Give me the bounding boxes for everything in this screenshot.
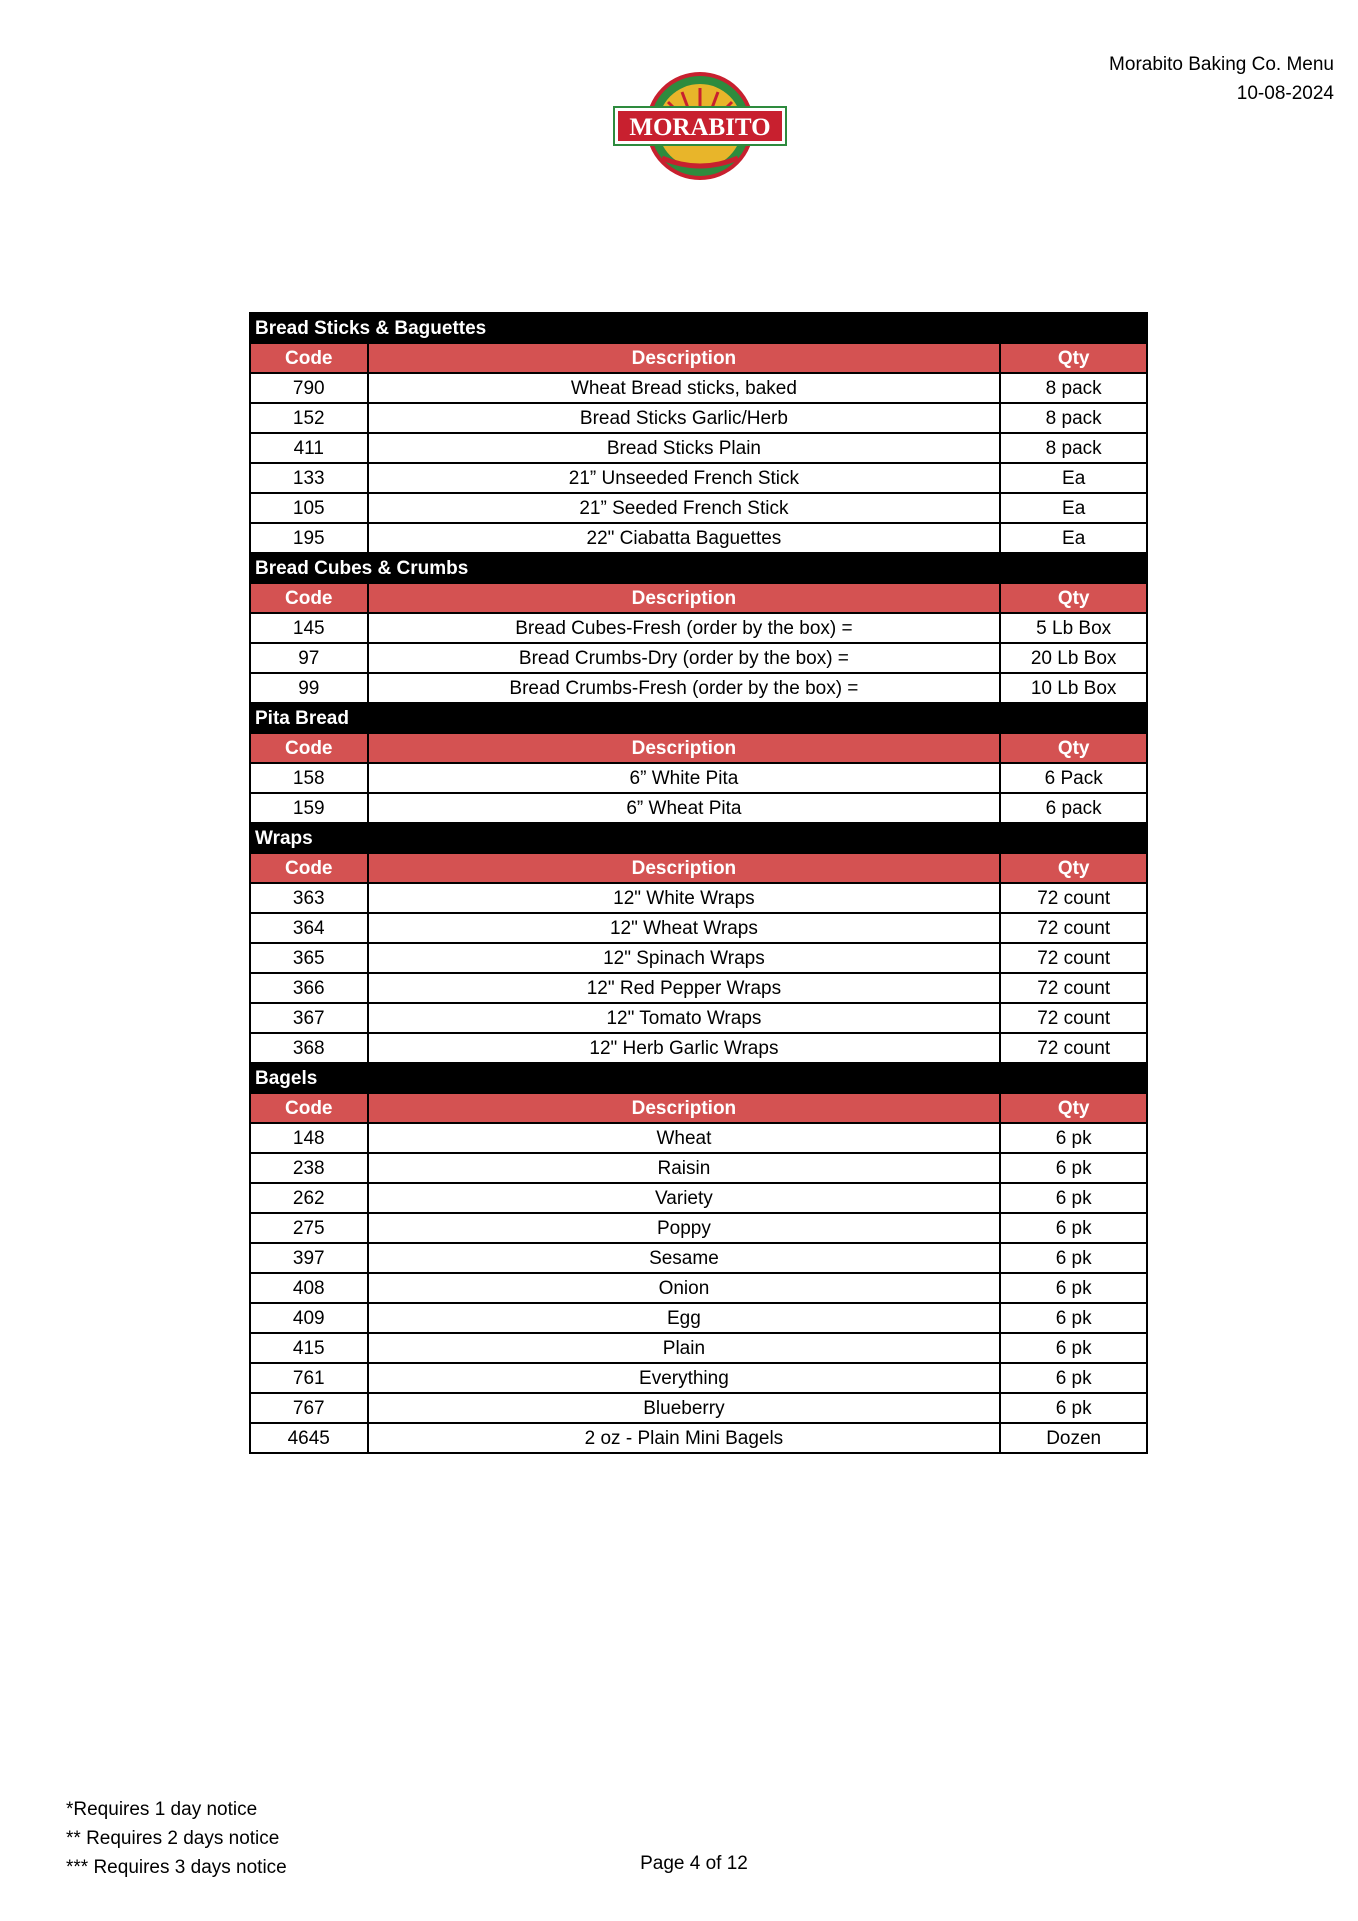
section-title: Bread Sticks & Baguettes [250,313,1147,343]
item-qty: 20 Lb Box [1000,643,1147,673]
table-row [250,943,1147,973]
item-description: Blueberry [368,1393,1001,1423]
item-code: 275 [250,1213,368,1243]
table-row [250,403,1147,433]
column-header-qty: Qty [1000,853,1147,883]
column-header-description: Description [368,583,1001,613]
logo-brand-text: MORABITO [629,114,771,141]
page-number: Page 4 of 12 [640,1853,748,1874]
item-code: 363 [250,883,368,913]
item-code: 790 [250,373,368,403]
table-row [250,493,1147,523]
table-row [250,673,1147,703]
column-header-qty: Qty [1000,343,1147,373]
column-header-code: Code [250,853,368,883]
table-row [250,1363,1147,1393]
item-description: 12" Herb Garlic Wraps [368,1033,1001,1063]
item-description: Sesame [368,1243,1001,1273]
column-header-code: Code [250,583,368,613]
column-header-code: Code [250,343,368,373]
table-row [250,373,1147,403]
table-row [250,1213,1147,1243]
item-description: Bread Sticks Garlic/Herb [368,403,1001,433]
table-row [250,1183,1147,1213]
item-description: 6” Wheat Pita [368,793,1001,823]
item-code: 4645 [250,1423,368,1453]
item-code: 364 [250,913,368,943]
footnote: *** Requires 3 days notice [66,1857,287,1878]
item-code: 262 [250,1183,368,1213]
document-header [1109,50,1334,108]
column-header-row [250,583,1147,613]
item-qty: 6 pk [1000,1243,1147,1273]
table-row [250,523,1147,553]
item-description: Raisin [368,1153,1001,1183]
item-description: Plain [368,1333,1001,1363]
table-row [250,1273,1147,1303]
item-qty: 72 count [1000,1003,1147,1033]
table-row [250,433,1147,463]
item-qty: 72 count [1000,883,1147,913]
item-qty: 72 count [1000,1033,1147,1063]
item-qty: Ea [1000,523,1147,553]
section-header-row [250,1063,1147,1093]
item-qty: 6 pk [1000,1333,1147,1363]
item-qty: 72 count [1000,943,1147,973]
table-row [250,883,1147,913]
table-row [250,973,1147,1003]
item-description: Variety [368,1183,1001,1213]
column-header-row [250,853,1147,883]
item-code: 105 [250,493,368,523]
item-qty: 72 count [1000,913,1147,943]
item-qty: 6 pk [1000,1273,1147,1303]
item-description: Bread Crumbs-Dry (order by the box) = [368,643,1001,673]
item-code: 415 [250,1333,368,1363]
item-code: 761 [250,1363,368,1393]
item-code: 408 [250,1273,368,1303]
column-header-code: Code [250,733,368,763]
footnote: *Requires 1 day notice [66,1799,258,1820]
item-qty: 6 pk [1000,1153,1147,1183]
item-description: 12" Red Pepper Wraps [368,973,1001,1003]
item-qty: 8 pack [1000,403,1147,433]
table-row [250,1423,1147,1453]
item-code: 366 [250,973,368,1003]
table-row [250,463,1147,493]
section-header-row [250,553,1147,583]
table-row [250,1303,1147,1333]
item-code: 238 [250,1153,368,1183]
item-qty: 5 Lb Box [1000,613,1147,643]
item-code: 368 [250,1033,368,1063]
section-title: Wraps [250,823,1147,853]
item-qty: 6 pk [1000,1303,1147,1333]
item-qty: 6 pk [1000,1123,1147,1153]
item-description: Bread Sticks Plain [368,433,1001,463]
item-code: 367 [250,1003,368,1033]
item-code: 409 [250,1303,368,1333]
column-header-row [250,343,1147,373]
item-qty: 6 pk [1000,1363,1147,1393]
item-code: 195 [250,523,368,553]
item-code: 97 [250,643,368,673]
table-row [250,1333,1147,1363]
item-qty: 72 count [1000,973,1147,1003]
item-description: Egg [368,1303,1001,1333]
item-code: 397 [250,1243,368,1273]
table-row [250,1033,1147,1063]
table-row [250,913,1147,943]
section-title: Bagels [250,1063,1147,1093]
column-header-description: Description [368,1093,1001,1123]
morabito-seal-logo-icon [612,70,788,182]
column-header-qty: Qty [1000,733,1147,763]
item-qty: 6 pk [1000,1213,1147,1243]
item-code: 152 [250,403,368,433]
footnote: ** Requires 2 days notice [66,1828,280,1849]
item-description: Onion [368,1273,1001,1303]
item-description: 22" Ciabatta Baguettes [368,523,1001,553]
item-code: 158 [250,763,368,793]
item-description: 12" Tomato Wraps [368,1003,1001,1033]
table-row [250,793,1147,823]
item-qty: 6 Pack [1000,763,1147,793]
table-row [250,1123,1147,1153]
table-row [250,1003,1147,1033]
table-row [250,1393,1147,1423]
item-qty: 8 pack [1000,433,1147,463]
column-header-description: Description [368,343,1001,373]
section-header-row [250,703,1147,733]
item-qty: Dozen [1000,1423,1147,1453]
item-description: Poppy [368,1213,1001,1243]
column-header-row [250,733,1147,763]
item-description: 21” Unseeded French Stick [368,463,1001,493]
item-description: Bread Crumbs-Fresh (order by the box) = [368,673,1001,703]
item-qty: 6 pk [1000,1393,1147,1423]
item-qty: 6 pk [1000,1183,1147,1213]
table-row [250,643,1147,673]
item-description: 12" White Wraps [368,883,1001,913]
table-row [250,1243,1147,1273]
section-title: Pita Bread [250,703,1147,733]
item-code: 99 [250,673,368,703]
item-qty: Ea [1000,463,1147,493]
item-code: 159 [250,793,368,823]
menu-date: 10-08-2024 [1236,83,1334,104]
column-header-qty: Qty [1000,1093,1147,1123]
table-row [250,1153,1147,1183]
item-code: 365 [250,943,368,973]
table-row [250,613,1147,643]
item-description: 12" Wheat Wraps [368,913,1001,943]
item-description: 12" Spinach Wraps [368,943,1001,973]
item-description: Bread Cubes-Fresh (order by the box) = [368,613,1001,643]
section-header-row [250,313,1147,343]
item-description: Everything [368,1363,1001,1393]
item-qty: 8 pack [1000,373,1147,403]
item-qty: 10 Lb Box [1000,673,1147,703]
item-description: Wheat Bread sticks, baked [368,373,1001,403]
item-description: 6” White Pita [368,763,1001,793]
column-header-description: Description [368,853,1001,883]
column-header-row [250,1093,1147,1123]
item-code: 145 [250,613,368,643]
item-code: 133 [250,463,368,493]
table-row [250,763,1147,793]
column-header-qty: Qty [1000,583,1147,613]
item-code: 411 [250,433,368,463]
item-code: 767 [250,1393,368,1423]
item-code: 148 [250,1123,368,1153]
item-description: 2 oz - Plain Mini Bagels [368,1423,1001,1453]
section-header-row [250,823,1147,853]
section-title: Bread Cubes & Crumbs [250,553,1147,583]
menu-title: Morabito Baking Co. Menu [1109,54,1334,75]
menu-table [249,312,1148,1454]
column-header-code: Code [250,1093,368,1123]
item-qty: 6 pack [1000,793,1147,823]
item-description: 21” Seeded French Stick [368,493,1001,523]
item-description: Wheat [368,1123,1001,1153]
item-qty: Ea [1000,493,1147,523]
column-header-description: Description [368,733,1001,763]
